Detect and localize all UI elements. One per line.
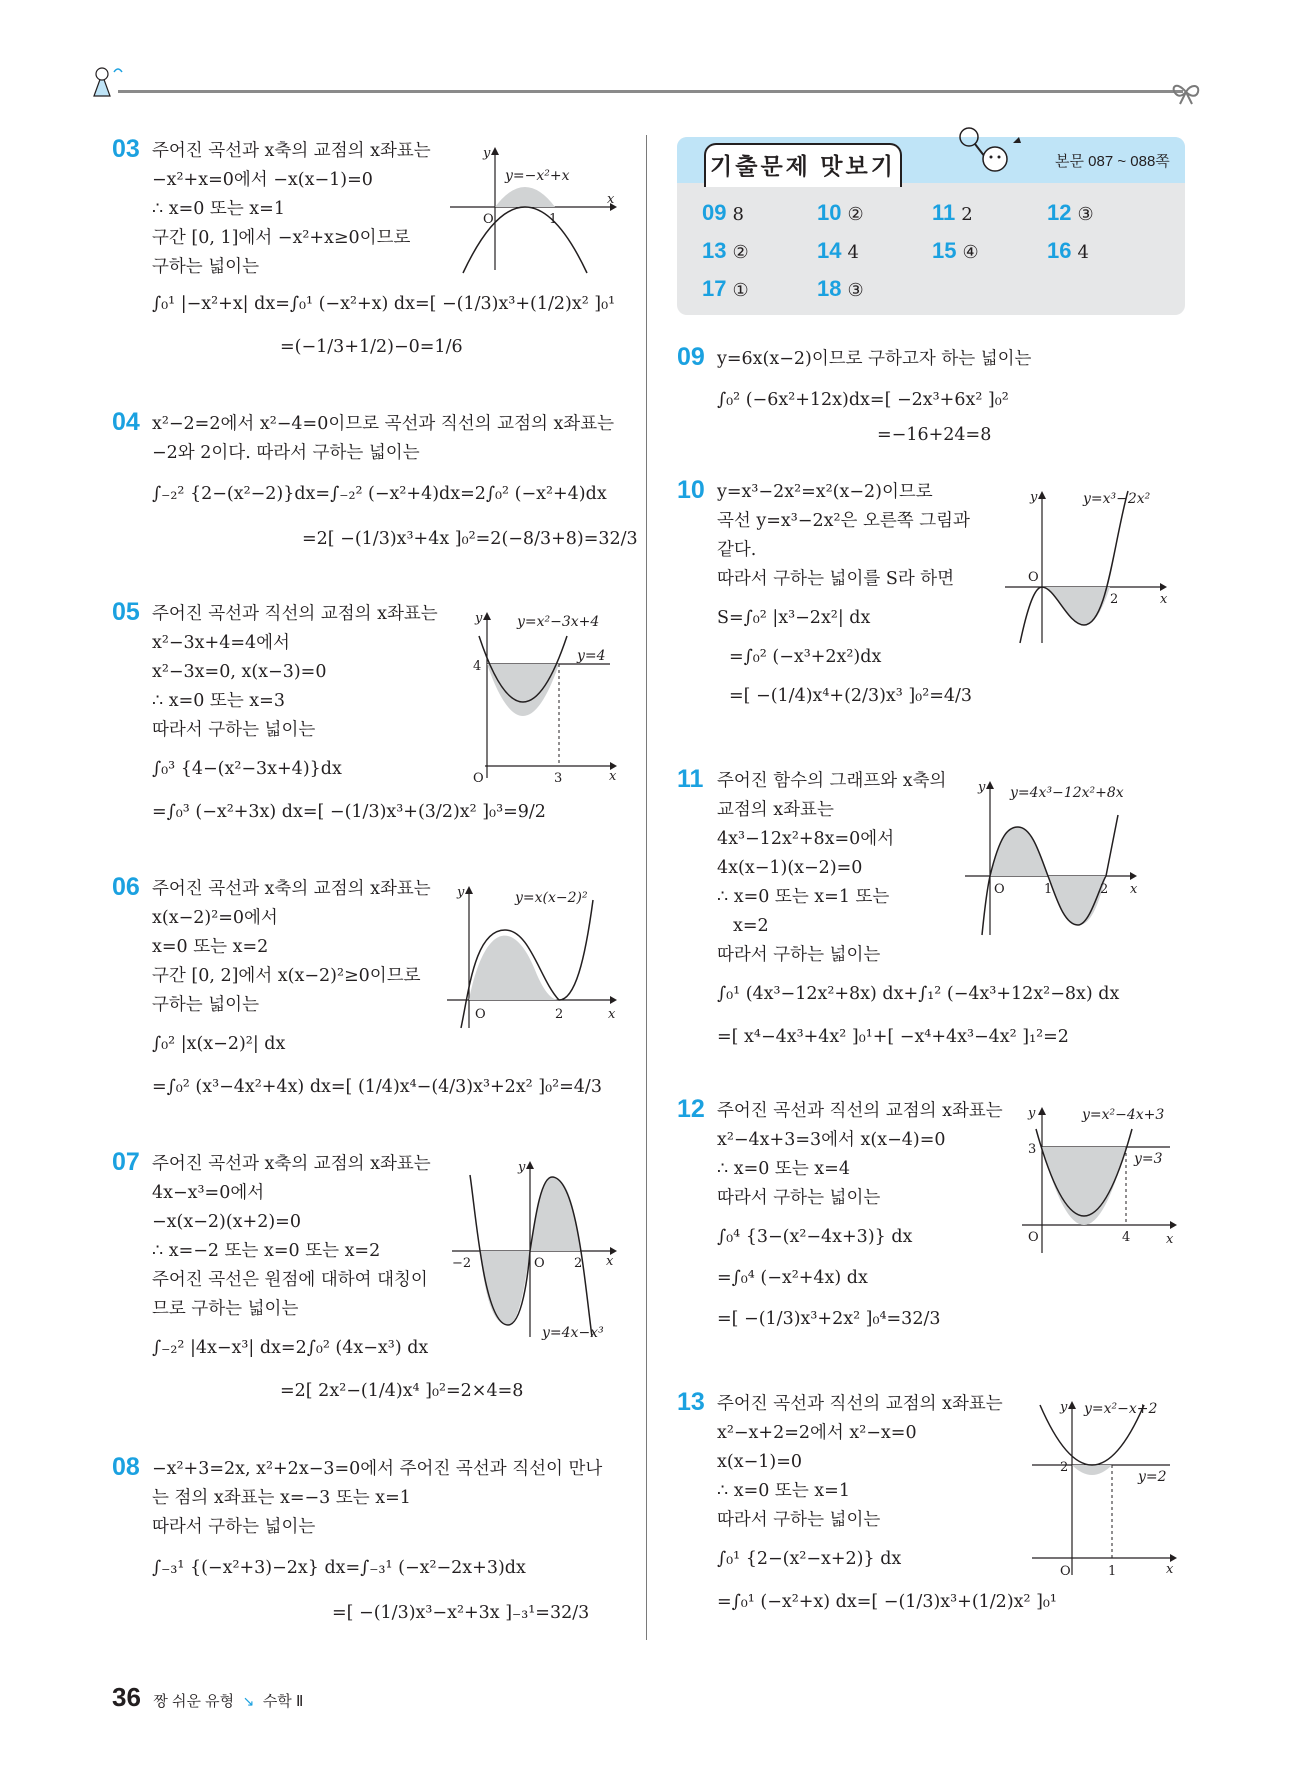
solution-line: 따라서 구하는 넓이는 xyxy=(152,720,316,740)
solution-line: =∫₀⁴ (−x²+4x) dx xyxy=(717,1268,868,1288)
solution-line: 교점의 x좌표는 xyxy=(717,800,834,820)
solution-line: 곡선 y=x³−2x²은 오른쪽 그림과 xyxy=(717,511,970,531)
line-equation-label: y=3 xyxy=(1134,1151,1163,1167)
solution-line: =2[ 2x²−(1/4)x⁴ ]₀²=2×4=8 xyxy=(280,1381,524,1401)
origin-label: O xyxy=(473,771,484,786)
solution-line: −x²+x=0에서 −x(x−1)=0 xyxy=(152,170,373,190)
axis-label-x: x xyxy=(1160,592,1168,607)
solution-line: ∴ x=0 또는 x=1 xyxy=(717,1481,850,1501)
tick-label: 1 xyxy=(1044,882,1053,897)
tick-label: 2 xyxy=(1100,882,1109,897)
solution-line: =[ x⁴−4x³+4x² ]₀¹+[ −x⁴+4x³−4x² ]₁²=2 xyxy=(717,1027,1069,1047)
origin-label: O xyxy=(475,1007,486,1022)
answer-box-title: 기출문제 맛보기 xyxy=(704,143,902,187)
solution-line: =[ −(1/4)x⁴+(2/3)x³ ]₀²=4/3 xyxy=(729,686,973,706)
problem-number: 03 xyxy=(112,135,140,163)
solution-line: 따라서 구하는 넓이는 xyxy=(717,1510,881,1530)
ribbon-bow-icon xyxy=(1168,78,1204,106)
axis-label-x: x xyxy=(607,192,615,207)
answer-item: 09 8 xyxy=(702,200,744,225)
solution-line: 따라서 구하는 넓이는 xyxy=(717,1188,881,1208)
solution-line: 4x³−12x²+8x=0에서 xyxy=(717,829,895,849)
solution-line: −2와 2이다. 따라서 구하는 넓이는 xyxy=(152,443,420,463)
axis-label-y: y xyxy=(978,780,986,795)
tick-label: 2 xyxy=(1110,592,1119,607)
problem-number: 10 xyxy=(677,476,705,504)
page-footer xyxy=(112,1682,303,1713)
solution-line: =(−1/3+1/2)−0=1/6 xyxy=(280,337,463,357)
problem-number: 07 xyxy=(112,1148,140,1176)
origin-label: O xyxy=(994,882,1005,897)
book-title: 짱 쉬운 유형 xyxy=(153,1693,235,1710)
tick-label: 3 xyxy=(554,771,563,786)
solution-line: ∫₀¹ {2−(x²−x+2)} dx xyxy=(717,1549,902,1569)
problem-10 xyxy=(677,478,972,711)
tick-label: 2 xyxy=(574,1256,583,1271)
solution-line: 따라서 구하는 넓이는 xyxy=(717,945,881,965)
origin-label: O xyxy=(1060,1564,1071,1579)
solution-line: −x²+3=2x, x²+2x−3=0에서 주어진 곡선과 직선이 만나 xyxy=(152,1459,603,1479)
solution-line: =2[ −(1/3)x³+4x ]₀²=2(−8/3+8)=32/3 xyxy=(302,529,638,549)
solution-line: 따라서 구하는 넓이는 xyxy=(152,1517,316,1537)
solution-line: 구하는 넓이는 xyxy=(152,995,259,1015)
solution-line: =∫₀³ (−x²+3x) dx=[ −(1/3)x³+(3/2)x² ]₀³=9/2 xyxy=(152,802,546,822)
origin-label: O xyxy=(1028,1230,1039,1245)
curve-equation-label: y=4x³−12x²+8x xyxy=(1010,785,1124,801)
tick-label: 4 xyxy=(473,659,482,674)
solution-line: x²−2=2에서 x²−4=0이므로 곡선과 직선의 교점의 x좌표는 xyxy=(152,414,615,434)
solution-line: 주어진 곡선과 x축의 교점의 x좌표는 xyxy=(152,879,431,899)
problem-04 xyxy=(112,410,638,554)
solution-line: y=x³−2x²=x²(x−2)이므로 xyxy=(717,482,933,502)
solution-line: 주어진 곡선과 직선의 교점의 x좌표는 xyxy=(152,604,438,624)
tick-label: 2 xyxy=(1060,1460,1069,1475)
solution-line: 구간 [0, 2]에서 x(x−2)²≥0이므로 xyxy=(152,966,421,986)
solution-line: ∫₀³ {4−(x²−3x+4)}dx xyxy=(152,759,342,779)
header-rule xyxy=(118,90,1183,93)
solution-line: ∴ x=0 또는 x=3 xyxy=(152,691,285,711)
tick-label: 4 xyxy=(1122,1230,1131,1245)
graph-12 xyxy=(1020,1103,1185,1262)
solution-line: ∴ x=0 또는 x=1 xyxy=(152,199,285,219)
problem-number: 12 xyxy=(677,1095,705,1123)
problem-09 xyxy=(677,345,1031,450)
subject-title: 수학 Ⅱ xyxy=(262,1693,304,1710)
graph-07 xyxy=(450,1155,625,1344)
answer-item: 17 ① xyxy=(702,276,749,301)
solution-line: 따라서 구하는 넓이를 S라 하면 xyxy=(717,569,955,589)
problem-12 xyxy=(677,1097,1003,1334)
solution-line: x(x−2)²=0에서 xyxy=(152,908,278,928)
solution-line: 주어진 곡선은 원점에 대하여 대칭이 xyxy=(152,1270,428,1290)
graph-11 xyxy=(960,775,1145,944)
solution-line: 는 점의 x좌표는 x=−3 또는 x=1 xyxy=(152,1488,411,1508)
axis-label-y: y xyxy=(475,611,483,626)
problem-number: 08 xyxy=(112,1453,140,1481)
answer-item: 10 ② xyxy=(817,200,864,225)
axis-label-y: y xyxy=(483,146,491,161)
graph-10 xyxy=(1000,485,1175,649)
axis-label-x: x xyxy=(609,769,617,784)
curve-equation-label: y=x(x−2)² xyxy=(515,890,588,906)
badminton-cat-icon xyxy=(955,125,1025,189)
axis-label-y: y xyxy=(1060,1400,1068,1415)
solution-line: =∫₀² (−x³+2x²)dx xyxy=(729,647,882,667)
solution-line: S=∫₀² |x³−2x²| dx xyxy=(717,608,871,628)
curve-equation-label: y=4x−x³ xyxy=(542,1325,604,1341)
tick-label: 1 xyxy=(549,212,558,227)
problem-08 xyxy=(112,1455,602,1628)
solution-line: 4x(x−1)(x−2)=0 xyxy=(717,858,863,878)
problem-13 xyxy=(677,1390,1057,1617)
cat-character-icon xyxy=(88,62,128,102)
graph-13 xyxy=(1030,1395,1185,1584)
solution-line: x²−3x+4=4에서 xyxy=(152,633,290,653)
answer-item: 13 ② xyxy=(702,238,749,263)
solution-line: 주어진 곡선과 x축의 교점의 x좌표는 xyxy=(152,141,431,161)
answer-item: 11 2 xyxy=(932,200,973,225)
origin-label: O xyxy=(483,212,494,227)
solution-line: x²−3x=0, x(x−3)=0 xyxy=(152,662,327,682)
axis-label-y: y xyxy=(518,1160,526,1175)
solution-line: ∫₀² (−6x²+12x)dx=[ −2x³+6x² ]₀² xyxy=(717,390,1009,410)
problem-number: 04 xyxy=(112,408,140,436)
tick-label: 3 xyxy=(1028,1142,1037,1157)
problem-number: 05 xyxy=(112,598,140,626)
curve-equation-label: y=x²−x+2 xyxy=(1084,1401,1158,1417)
answer-item: 12 ③ xyxy=(1047,200,1094,225)
graph-05 xyxy=(465,608,625,787)
solution-line: =[ −(1/3)x³+2x² ]₀⁴=32/3 xyxy=(717,1309,941,1329)
solution-line: ∫₋₂² |4x−x³| dx=2∫₀² (4x−x³) dx xyxy=(152,1338,429,1358)
solution-line: ∫₀¹ (4x³−12x²+8x) dx+∫₁² (−4x³+12x²−8x) dx xyxy=(717,984,1120,1004)
axis-label-y: y xyxy=(1030,490,1038,505)
graph-03 xyxy=(445,145,620,279)
tick-label: 2 xyxy=(555,1007,564,1022)
problem-number: 09 xyxy=(677,343,705,371)
tick-label: −2 xyxy=(452,1256,472,1271)
axis-label-y: y xyxy=(457,885,465,900)
solution-line: 4x−x³=0에서 xyxy=(152,1183,265,1203)
answer-page-reference: 본문 087 ~ 088쪽 xyxy=(1055,153,1170,170)
solution-line: =−16+24=8 xyxy=(877,425,992,445)
solution-line: x(x−1)=0 xyxy=(717,1452,802,1472)
solution-line: 구하는 넓이는 xyxy=(152,257,259,277)
answer-item: 16 4 xyxy=(1047,238,1089,263)
solution-line: 므로 구하는 넓이는 xyxy=(152,1299,299,1319)
solution-line: =[ −(1/3)x³−x²+3x ]₋₃¹=32/3 xyxy=(332,1603,590,1623)
page-number: 36 xyxy=(112,1682,141,1712)
solution-line: ∫₀⁴ {3−(x²−4x+3)} dx xyxy=(717,1227,913,1247)
axis-label-x: x xyxy=(1166,1232,1174,1247)
problem-number: 13 xyxy=(677,1388,705,1416)
arrow-icon: ↘ xyxy=(242,1693,255,1709)
tick-label: 1 xyxy=(1108,1564,1117,1579)
solution-line: x²−x+2=2에서 x²−x=0 xyxy=(717,1423,917,1443)
solution-line: ∫₋₃¹ {(−x²+3)−2x} dx=∫₋₃¹ (−x²−2x+3)dx xyxy=(152,1558,526,1578)
solution-line: 구간 [0, 1]에서 −x²+x≥0이므로 xyxy=(152,228,411,248)
answer-item: 18 ③ xyxy=(817,276,864,301)
solution-line: −x(x−2)(x+2)=0 xyxy=(152,1212,301,1232)
curve-equation-label: y=x²−4x+3 xyxy=(1082,1107,1165,1123)
solution-line: y=6x(x−2)이므로 구하고자 하는 넓이는 xyxy=(717,349,1032,369)
solution-line: =∫₀¹ (−x²+x) dx=[ −(1/3)x³+(1/2)x² ]₀¹ xyxy=(717,1592,1057,1612)
solution-line: 주어진 곡선과 직선의 교점의 x좌표는 xyxy=(717,1394,1003,1414)
line-equation-label: y=4 xyxy=(577,648,606,664)
solution-line: ∫₋₂² {2−(x²−2)}dx=∫₋₂² (−x²+4)dx=2∫₀² (−x²+4)dx xyxy=(152,484,607,504)
line-equation-label: y=2 xyxy=(1138,1469,1167,1485)
solution-line: x=0 또는 x=2 xyxy=(152,937,269,957)
solution-line: ∴ x=0 또는 x=1 또는 xyxy=(717,887,890,907)
origin-label: O xyxy=(534,1256,545,1271)
graph-06 xyxy=(445,880,625,1034)
curve-equation-label: y=x²−3x+4 xyxy=(517,614,600,630)
answer-item: 14 4 xyxy=(817,238,859,263)
curve-equation-label: y=x³−2x² xyxy=(1083,491,1151,507)
solution-line: x=2 xyxy=(733,916,769,936)
solution-line: x²−4x+3=3에서 x(x−4)=0 xyxy=(717,1130,946,1150)
solution-line: ∫₀² |x(x−2)²| dx xyxy=(152,1034,286,1054)
solution-line: 주어진 곡선과 직선의 교점의 x좌표는 xyxy=(717,1101,1003,1121)
solution-line: 주어진 함수의 그래프와 x축의 xyxy=(717,771,947,791)
axis-label-y: y xyxy=(1028,1106,1036,1121)
solution-line: 같다. xyxy=(717,540,757,560)
problem-number: 06 xyxy=(112,873,140,901)
curve-equation-label: y=−x²+x xyxy=(505,168,570,184)
axis-label-x: x xyxy=(1130,882,1138,897)
answer-item: 15 ④ xyxy=(932,238,979,263)
origin-label: O xyxy=(1028,570,1039,585)
problem-number: 11 xyxy=(677,765,704,793)
solution-line: =∫₀² (x³−4x²+4x) dx=[ (1/4)x⁴−(4/3)x³+2x² ]₀²=4/3 xyxy=(152,1077,602,1097)
solution-line: ∴ x=0 또는 x=4 xyxy=(717,1159,850,1179)
solution-line: ∴ x=−2 또는 x=0 또는 x=2 xyxy=(152,1241,381,1261)
axis-label-x: x xyxy=(606,1254,614,1269)
solution-line: 주어진 곡선과 x축의 교점의 x좌표는 xyxy=(152,1154,431,1174)
solution-line: ∫₀¹ |−x²+x| dx=∫₀¹ (−x²+x) dx=[ −(1/3)x³+(1/2)x² ]₀¹ xyxy=(152,294,616,314)
axis-label-x: x xyxy=(1166,1562,1174,1577)
axis-label-x: x xyxy=(608,1007,616,1022)
column-divider xyxy=(646,135,647,1640)
